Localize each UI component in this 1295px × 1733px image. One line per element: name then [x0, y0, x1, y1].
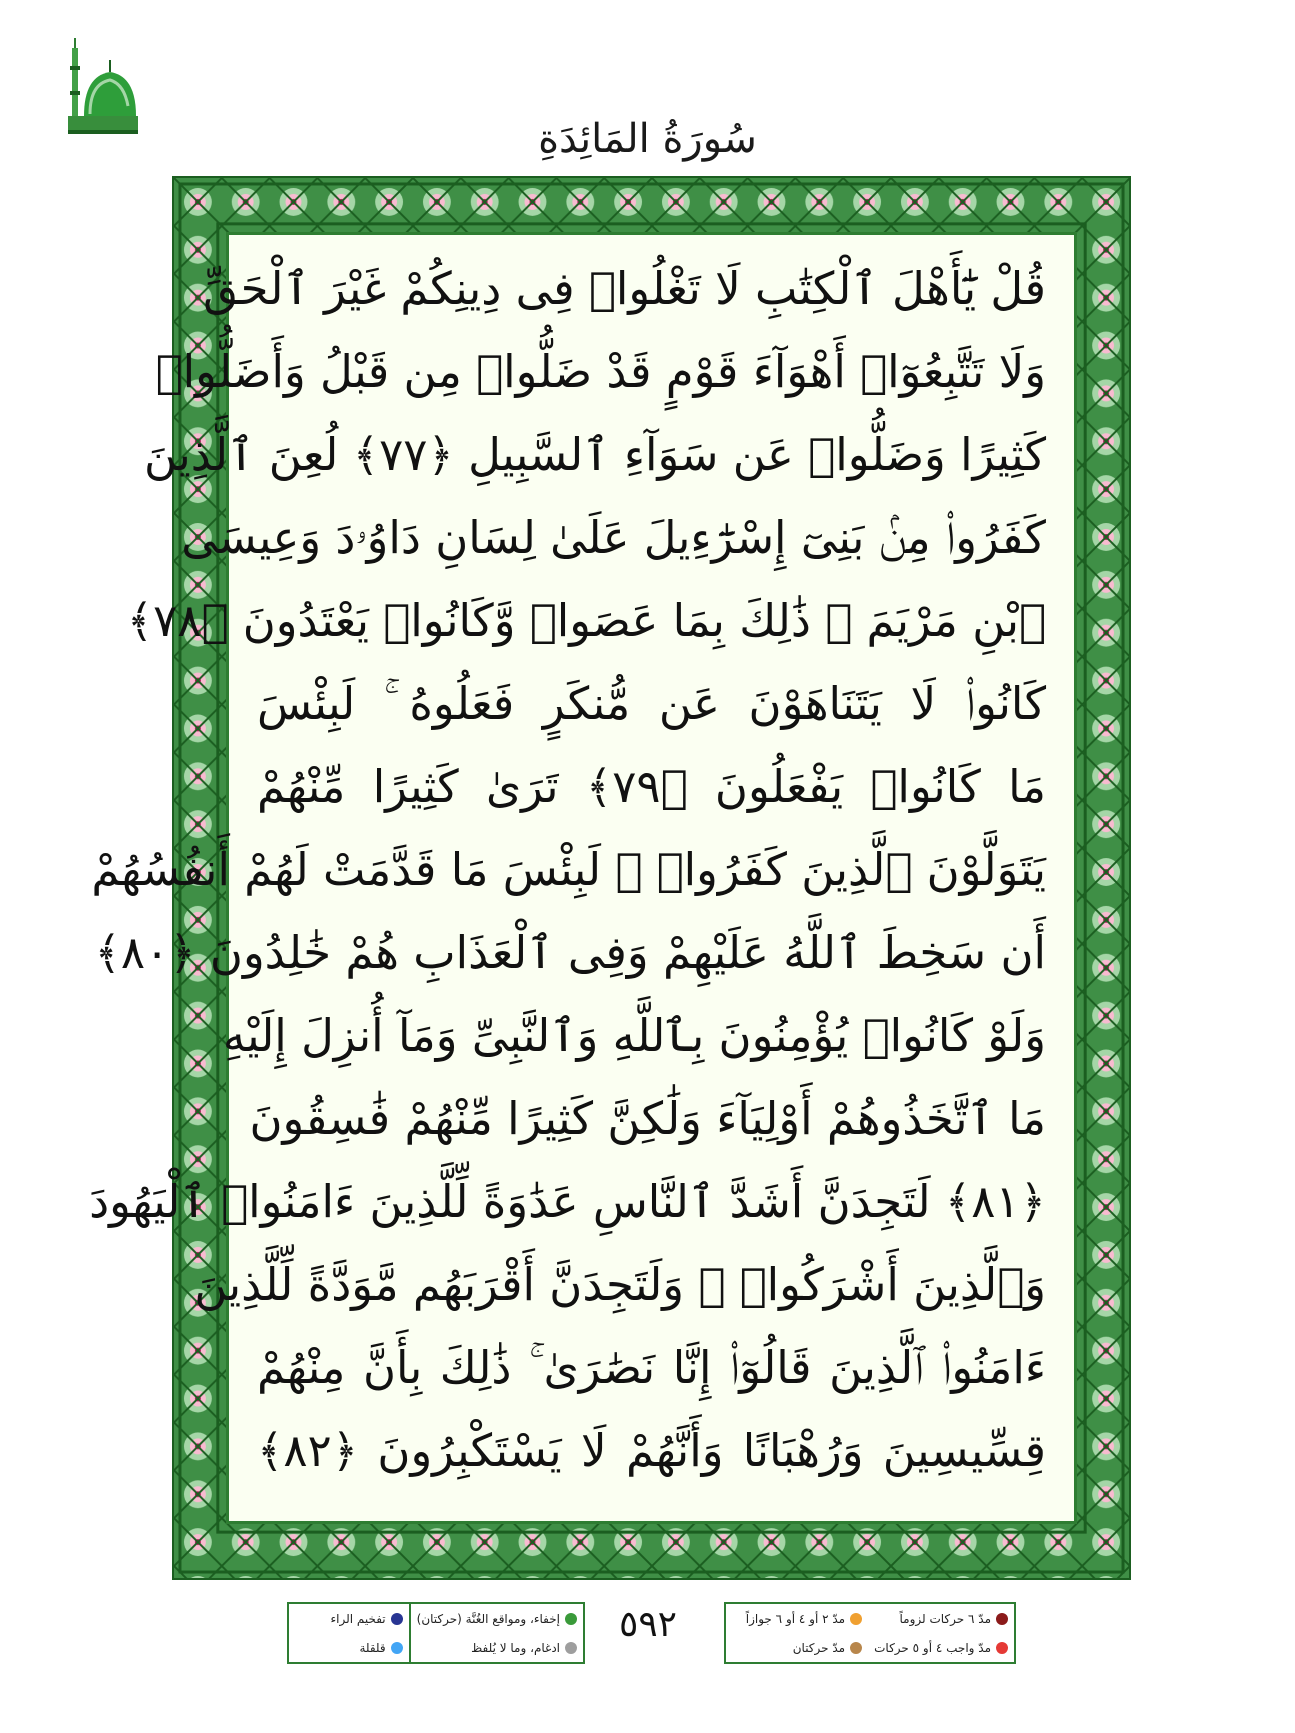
- text-panel: [89, 232, 1077, 1524]
- legend-divider: [409, 1604, 411, 1662]
- color-dot-icon: [565, 1642, 577, 1654]
- page-number: ٥٩٢: [618, 1604, 677, 1645]
- ornamental-frame: [89, 176, 1131, 1580]
- verse-line: كَثِيرًا وَضَلُّوا۟ عَن سَوَآءِ ٱلسَّبِيلِ ﴿٧٧﴾ لُعِنَ ٱلَّذِينَ: [143, 428, 1046, 481]
- verse-line: قِسِّيسِينَ وَرُهْبَانًا وَأَنَّهُمْ لَا يَسْتَكْبِرُونَ ﴿٨٢﴾: [257, 1424, 1046, 1477]
- legend-column: [740, 1604, 868, 1662]
- verse-line: مَا كَانُوا۟ يَفْعَلُونَ ﴿٧٩﴾ تَرَىٰ كَثِيرًا مِّنْهُمْ: [257, 760, 1046, 813]
- legend-label: مدّ ٦ حركات لزوماً: [899, 1611, 991, 1626]
- legend-column: [324, 1604, 408, 1662]
- verse-line: ءَامَنُوا۟ ٱلَّذِينَ قَالُوٓا۟ إِنَّا نَصَٰرَىٰ ۚ ذَٰلِكَ بِأَنَّ مِنْهُمْ: [257, 1341, 1046, 1394]
- verse-line: كَانُوا۟ لَا يَتَنَاهَوْنَ عَن مُّنكَرٍ فَعَلُوهُ ۚ لَبِئْسَ: [257, 677, 1046, 730]
- color-dot-icon: [850, 1613, 862, 1625]
- verse-line: أَن سَخِطَ ٱللَّهُ عَلَيْهِمْ وَفِى ٱلْعَذَابِ هُمْ خَٰلِدُونَ ﴿٨٠﴾: [94, 926, 1046, 979]
- legend-item: [874, 1641, 1008, 1655]
- legend-label: قلقلة: [359, 1640, 386, 1655]
- verse-line: وَلَا تَتَّبِعُوٓا۟ أَهْوَآءَ قَوْمٍ قَدْ ضَلُّوا۟ مِن قَبْلُ وَأَضَلُّوا۟: [155, 345, 1046, 398]
- verse-lines: [89, 247, 1046, 1513]
- legend-column: [868, 1604, 1014, 1662]
- color-dot-icon: [565, 1613, 577, 1625]
- legend-item: [746, 1641, 862, 1655]
- legend-item: [874, 1612, 1008, 1626]
- tajweed-legend-madd: [724, 1602, 1016, 1664]
- legend-label: تفخيم الراء: [330, 1611, 386, 1626]
- tajweed-legend-other: [287, 1602, 585, 1664]
- legend-item: [417, 1641, 577, 1655]
- legend-label: ادغام، وما لا يُلفظ: [471, 1640, 560, 1655]
- verse-line: ﴿٨١﴾ لَتَجِدَنَّ أَشَدَّ ٱلنَّاسِ عَدَٰوَةً لِّلَّذِينَ ءَامَنُوا۟ ٱلْيَهُودَ: [89, 1175, 1046, 1228]
- verse-line: وَٱلَّذِينَ أَشْرَكُوا۟ ۖ وَلَتَجِدَنَّ أَقْرَبَهُم مَّوَدَّةً لِّلَّذِينَ: [194, 1258, 1046, 1311]
- color-dot-icon: [996, 1642, 1008, 1654]
- verse-line: قُلْ يَٰٓأَهْلَ ٱلْكِتَٰبِ لَا تَغْلُوا۟ فِى دِينِكُمْ غَيْرَ ٱلْحَقِّ: [203, 262, 1046, 315]
- legend-item: [746, 1612, 862, 1626]
- legend-item: [417, 1612, 577, 1626]
- legend-item: [330, 1612, 402, 1626]
- surah-title: سُورَةُ المَائِدَةِ: [538, 116, 757, 162]
- color-dot-icon: [391, 1613, 403, 1625]
- legend-label: مدّ واجب ٤ أو ٥ حركات: [874, 1640, 991, 1655]
- color-dot-icon: [391, 1642, 403, 1654]
- legend-item: [330, 1641, 402, 1655]
- verse-line: ٱبْنِ مَرْيَمَ ۚ ذَٰلِكَ بِمَا عَصَوا۟ وَّكَانُوا۟ يَعْتَدُونَ ﴿٧٨﴾: [126, 594, 1046, 647]
- legend-label: مدّ ٢ أو ٤ أو ٦ جوازاً: [745, 1611, 846, 1626]
- legend-column: [411, 1604, 583, 1662]
- verse-line: كَفَرُوا۟ مِنۢ بَنِىٓ إِسْرَٰٓءِيلَ عَلَىٰ لِسَانِ دَاوُۥدَ وَعِيسَى: [181, 511, 1046, 564]
- verse-line: يَتَوَلَّوْنَ ٱلَّذِينَ كَفَرُوا۟ ۚ لَبِئْسَ مَا قَدَّمَتْ لَهُمْ أَنفُسُهُمْ: [91, 843, 1046, 896]
- verse-line: مَا ٱتَّخَذُوهُمْ أَوْلِيَآءَ وَلَٰكِنَّ كَثِيرًا مِّنْهُمْ فَٰسِقُونَ: [249, 1092, 1046, 1145]
- color-dot-icon: [996, 1613, 1008, 1625]
- legend-label: مدّ حركتان: [792, 1640, 846, 1655]
- verse-line: وَلَوْ كَانُوا۟ يُؤْمِنُونَ بِٱللَّهِ وَٱلنَّبِىِّ وَمَآ أُنزِلَ إِلَيْهِ: [222, 1009, 1046, 1062]
- color-dot-icon: [850, 1642, 862, 1654]
- legend-label: إخفاء، ومواقع الغُنَّة (حركتان): [416, 1611, 560, 1626]
